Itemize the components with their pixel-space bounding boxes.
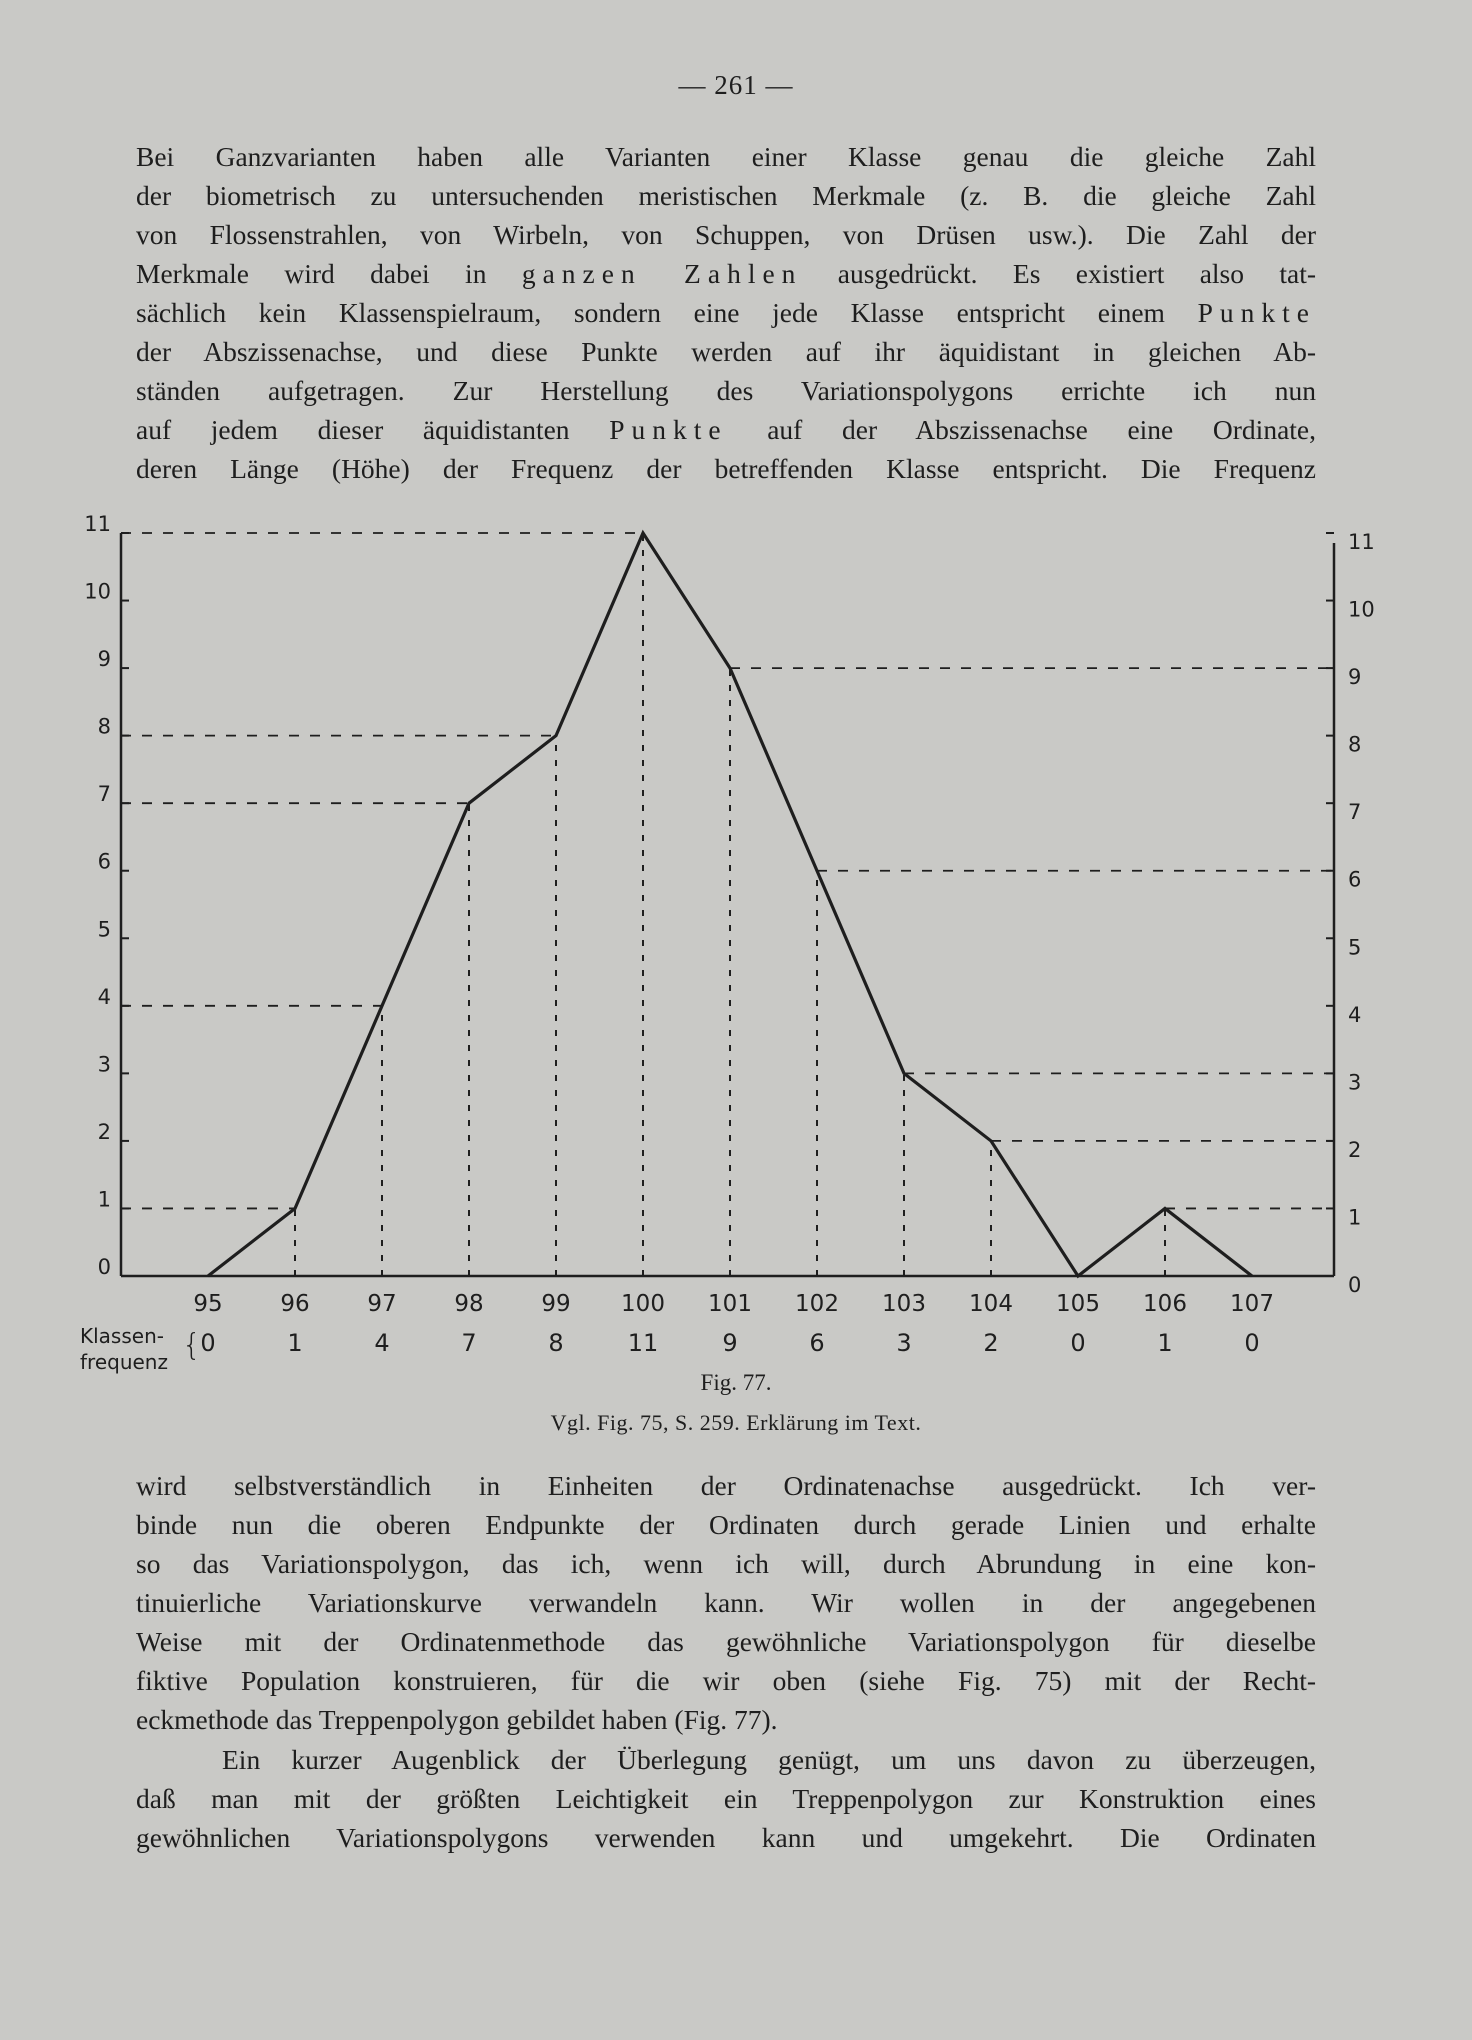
- spaced-emphasis: Punkte: [1197, 297, 1316, 328]
- x-tick-label: 99: [541, 1291, 571, 1317]
- text-line: Bei Ganzvarianten haben alle Varianten einer Klasse genau die gleiche Zahl: [136, 141, 1316, 172]
- y-tick-label-right: 3: [1348, 1070, 1362, 1095]
- text-line: von Flossenstrahlen, von Wirbeln, von Schuppen, von Drüsen usw.). Die Zahl der: [136, 219, 1316, 250]
- frequency-label: 11: [627, 1329, 659, 1357]
- text-line: der Abszissenachse, und diese Punkte werden auf ihr äquidistant in gleichen Ab-: [136, 336, 1316, 367]
- y-tick-label-left: 2: [97, 1119, 111, 1144]
- text-line: so das Variationspolygon, das ich, wenn ich will, durch Abrundung in eine kon-: [136, 1548, 1316, 1579]
- page-number: — 261 —: [678, 70, 794, 100]
- row-label-brace: {: [182, 1328, 202, 1363]
- frequency-label: 2: [983, 1329, 999, 1357]
- paragraph-bottom: [136, 1740, 1316, 1857]
- frequency-label: 0: [200, 1329, 216, 1357]
- y-tick-label-right: 1: [1348, 1205, 1362, 1230]
- text-line: der biometrisch zu untersuchenden meristischen Merkmale (z. B. die gleiche Zahl: [136, 180, 1316, 211]
- text-segment: sächlich kein Klassenspielraum, sondern eine jede Klasse entspricht einem: [136, 297, 1198, 328]
- x-tick-label: 98: [454, 1291, 484, 1317]
- y-tick-label-right: 8: [1348, 732, 1362, 757]
- spaced-emphasis: Punkte: [609, 414, 728, 445]
- frequency-label: 9: [722, 1329, 738, 1357]
- x-tick-label: 95: [193, 1291, 223, 1317]
- frequency-label: 1: [1157, 1329, 1173, 1357]
- y-tick-label-left: 0: [97, 1255, 111, 1279]
- text-line: deren Länge (Höhe) der Frequenz der betreffenden Klasse entspricht. Die Frequenz: [136, 453, 1316, 484]
- x-tick-label: 96: [280, 1291, 310, 1317]
- x-tick-label: 103: [882, 1291, 926, 1317]
- frequency-label: 4: [374, 1329, 390, 1357]
- text-line: [136, 293, 1316, 332]
- y-tick-label-left: 1: [97, 1187, 111, 1212]
- frequency-label: 1: [287, 1329, 303, 1357]
- frequency-label: 8: [548, 1329, 564, 1357]
- chart-axes: [121, 533, 1334, 1276]
- text-line: eckmethode das Treppenpolygon gebildet haben (Fig. 77).: [136, 1704, 778, 1735]
- text-segment: auf der Abszissenachse eine Ordinate,: [727, 414, 1316, 445]
- row-label-line2: frequenz: [80, 1350, 168, 1374]
- y-tick-label-left: 10: [84, 579, 111, 604]
- text-line: gewöhnlichen Variationspolygons verwenden kann und umgekehrt. Die Ordinaten: [136, 1822, 1316, 1853]
- frequency-label: 0: [1244, 1329, 1260, 1357]
- frequency-label: 7: [461, 1329, 477, 1357]
- y-tick-label-left: 7: [97, 782, 111, 807]
- y-tick-label-left: 8: [97, 714, 111, 739]
- x-tick-label: 100: [621, 1291, 665, 1317]
- text-line: ständen aufgetragen. Zur Herstellung des Variationspolygons errichte ich nun: [136, 375, 1316, 406]
- x-tick-label: 107: [1230, 1291, 1274, 1317]
- paragraph-top: [136, 137, 1316, 488]
- y-tick-label-left: 11: [84, 512, 111, 536]
- y-tick-label-right: 11: [1348, 530, 1375, 554]
- text-segment: Merkmale wird dabei in: [136, 258, 522, 289]
- variation-polygon-line: [208, 533, 1252, 1276]
- frequency-label: 6: [809, 1329, 825, 1357]
- x-tick-label: 102: [795, 1291, 839, 1317]
- text-line: binde nun die oberen Endpunkte der Ordinaten durch gerade Linien und erhalte: [136, 1509, 1316, 1540]
- y-tick-label-right: 0: [1348, 1273, 1362, 1297]
- y-tick-label-right: 9: [1348, 665, 1362, 690]
- y-tick-label-right: 6: [1348, 867, 1362, 892]
- x-tick-label: 105: [1056, 1291, 1100, 1317]
- y-tick-label-left: 9: [97, 647, 111, 672]
- text-segment: ausgedrückt. Es existiert also tat-: [802, 258, 1317, 289]
- y-tick-label-left: 3: [97, 1052, 111, 1077]
- y-tick-labels: [84, 512, 1374, 1297]
- text-line: tinuierliche Variationskurve verwandeln kann. Wir wollen in der angegebenen: [136, 1587, 1316, 1618]
- text-line: [136, 410, 1316, 449]
- y-tick-label-right: 7: [1348, 800, 1362, 825]
- text-line: fiktive Population konstruieren, für die wir oben (siehe Fig. 75) mit der Recht-: [136, 1665, 1316, 1696]
- figure-label: Fig. 77.: [700, 1370, 772, 1395]
- spaced-emphasis: ganzen Zahlen: [521, 258, 803, 289]
- text-segment: auf jedem dieser äquidistanten: [136, 414, 610, 445]
- text-line: [136, 254, 1316, 293]
- frequency-label: 3: [896, 1329, 912, 1357]
- variation-polygon-chart: [0, 500, 1472, 1380]
- y-tick-label-right: 2: [1348, 1137, 1362, 1162]
- frequency-label: 0: [1070, 1329, 1086, 1357]
- text-line: Ein kurzer Augenblick der Überlegung genügt, um uns davon zu überzeugen,: [222, 1744, 1316, 1775]
- text-line: wird selbstverständlich in Einheiten der Ordinatenachse ausgedrückt. Ich ver-: [136, 1470, 1316, 1501]
- paragraph-middle: [136, 1466, 1316, 1739]
- x-tick-label: 97: [367, 1291, 397, 1317]
- y-tick-label-right: 10: [1348, 597, 1375, 622]
- text-line: daß man mit der größten Leichtigkeit ein Treppenpolygon zur Konstruktion eines: [136, 1783, 1316, 1814]
- frequency-labels: [200, 1329, 1259, 1357]
- x-tick-labels: [193, 1291, 1274, 1317]
- series-line: [208, 533, 1252, 1276]
- x-tick-label: 104: [969, 1291, 1013, 1317]
- figure-caption: Vgl. Fig. 75, S. 259. Erklärung im Text.: [550, 1410, 922, 1435]
- dashed-guides: [121, 533, 1334, 1276]
- y-tick-label-left: 4: [97, 984, 111, 1009]
- x-tick-label: 106: [1143, 1291, 1187, 1317]
- y-tick-label-left: 6: [97, 849, 111, 874]
- text-line: Weise mit der Ordinatenmethode das gewöhnliche Variationspolygon für dieselbe: [136, 1626, 1316, 1657]
- x-tick-label: 101: [708, 1291, 752, 1317]
- y-tick-label-left: 5: [97, 917, 111, 942]
- y-tick-label-right: 4: [1348, 1002, 1362, 1027]
- y-tick-label-right: 5: [1348, 935, 1362, 960]
- row-label-line1: Klassen-: [80, 1324, 164, 1348]
